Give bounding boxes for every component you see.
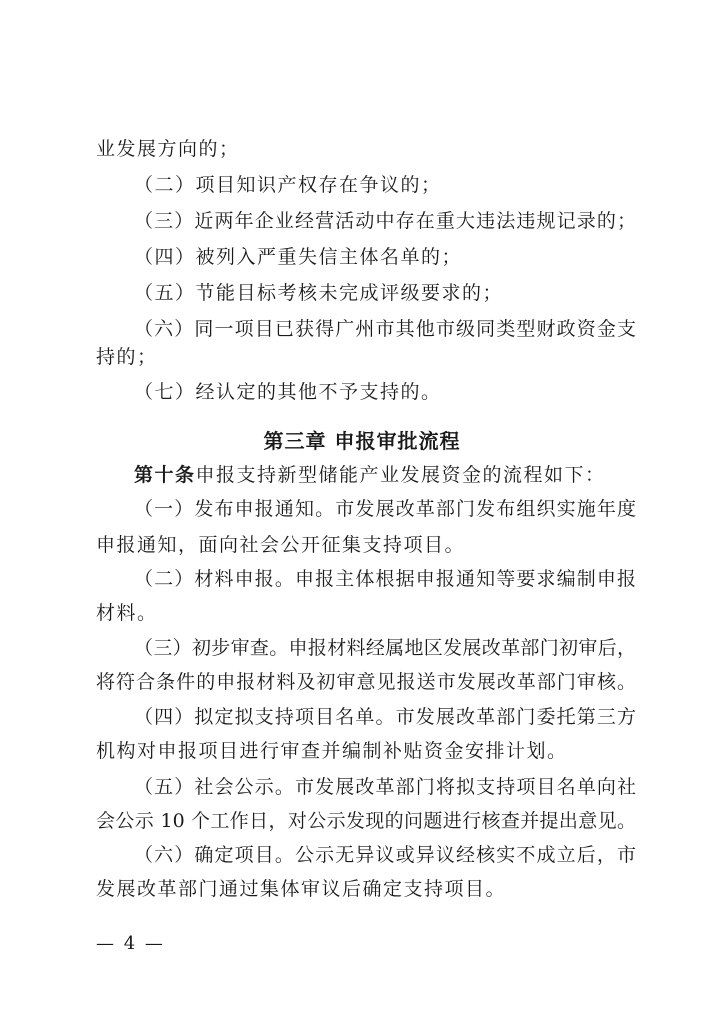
text-line: 机构对申报项目进行审查并编制补贴资金安排计划。 bbox=[96, 740, 568, 762]
list-item: （五）节能目标考核未完成评级要求的； bbox=[134, 282, 504, 304]
list-item: （七）经认定的其他不予支持的。 bbox=[134, 381, 442, 403]
list-item: （二）材料申报。申报主体根据申报通知等要求编制申报 bbox=[134, 568, 636, 590]
article-number: 第十条 bbox=[134, 464, 196, 486]
list-item: （四）被列入严重失信主体名单的； bbox=[134, 246, 463, 268]
text-line: 将符合条件的申报材料及初审意见报送市发展改革部门审核。 bbox=[96, 671, 636, 693]
text-line: 业发展方向的； bbox=[96, 138, 240, 160]
article-text: 申报支持新型储能产业发展资金的流程如下： bbox=[195, 464, 606, 486]
list-item: （六）同一项目已获得广州市其他市级同类型财政资金支 bbox=[134, 318, 636, 340]
list-item: （四）拟定拟支持项目名单。市发展改革部门委托第三方 bbox=[134, 706, 636, 728]
text-line: 发展改革部门通过集体审议后确定支持项目。 bbox=[96, 878, 507, 900]
list-item: （三）初步审查。申报材料经属地区发展改革部门初审后， bbox=[134, 637, 636, 659]
list-item: （二）项目知识产权存在争议的； bbox=[134, 174, 442, 196]
text-line: 申报通知，面向社会公开征集支持项目。 bbox=[96, 534, 466, 556]
chapter-title: 第三章 申报审批流程 bbox=[263, 429, 461, 453]
text-line: 持的； bbox=[96, 346, 158, 368]
text-line: 材料。 bbox=[96, 602, 158, 624]
text-line: 会公示 10 个工作日，对公示发现的问题进行核查并提出意见。 bbox=[96, 810, 636, 832]
article-paragraph bbox=[134, 462, 636, 488]
list-item: （五）社会公示。市发展改革部门将拟支持项目名单向社 bbox=[134, 776, 636, 798]
list-item: （六）确定项目。公示无异议或异议经核实不成立后，市 bbox=[134, 844, 636, 866]
list-item: （三）近两年企业经营活动中存在重大违法违规记录的； bbox=[134, 210, 636, 232]
list-item: （一）发布申报通知。市发展改革部门发布组织实施年度 bbox=[134, 498, 636, 520]
page-number: — 4 — bbox=[96, 933, 165, 954]
